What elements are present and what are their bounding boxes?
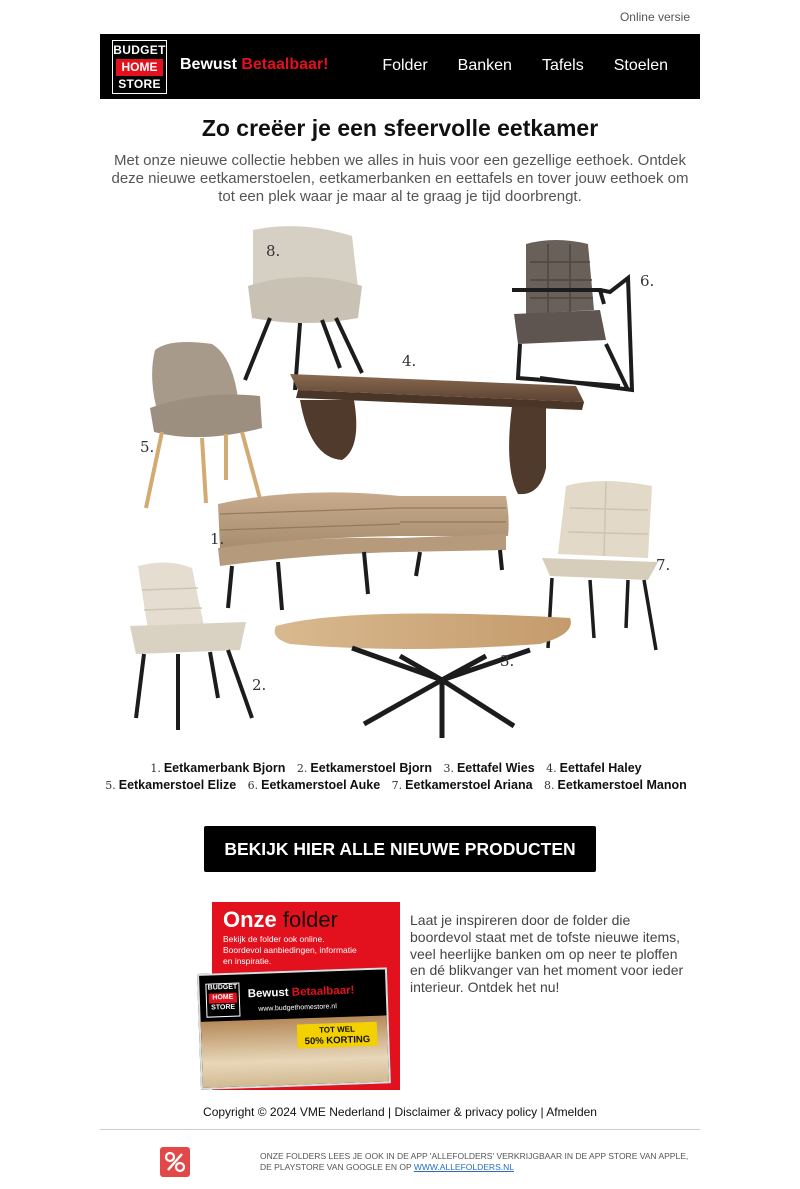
folder-title-black: folder — [282, 907, 338, 932]
chair-elize — [146, 342, 262, 508]
header-bar — [100, 34, 700, 99]
legend-num: 8. — [544, 779, 555, 792]
footer-separator: | — [537, 1105, 547, 1119]
table-wies — [275, 614, 571, 739]
legend-num: 2. — [296, 762, 308, 775]
view-all-products-button[interactable]: BEKIJK HIER ALLE NIEUWE PRODUCTEN — [204, 826, 596, 872]
footer-divider — [100, 1129, 700, 1130]
hero-number-6: 6. — [640, 272, 655, 290]
mini-logo-line-2: HOME — [209, 993, 237, 1004]
copyright-text: Copyright © 2024 VME Nederland — [203, 1105, 385, 1119]
intro-text: Met onze nieuwe collectie hebben we alles in huis voor een gezellige eethoek. Ontdek deze nieuwe eetkamerstoelen, eetkamerbanken en eettafels en tover jouw eethoek om tot een plek waar je maar al te graag je tijd doorbrengt. — [111, 152, 689, 205]
mini-url: www.budgethomestore.nl — [258, 1003, 337, 1013]
legend-name: Eettafel Wies — [456, 761, 535, 775]
brand-tagline — [180, 56, 329, 74]
hero-number-8: 8. — [266, 242, 281, 260]
page-title: Zo creëer je een sfeervolle eetkamer — [201, 115, 599, 141]
mini-tagline — [248, 985, 355, 1001]
percent-icon[interactable] — [160, 1147, 190, 1177]
unsubscribe-link[interactable]: Afmelden — [546, 1105, 597, 1119]
disclaimer-link[interactable]: Disclaimer & privacy policy — [394, 1105, 538, 1119]
bench-bjorn — [218, 492, 509, 610]
folder-description: Laat je inspireren door de folder die boordevol staat met de tofste nieuwe items, veel heerlijke banken om op neer te ploffen en dé blikvanger van het moment voor ieder interieur. Ontdek het nu! — [410, 912, 684, 996]
folder-subtitle: Bekijk de folder ook online. Boordevol aanbiedingen, informatie en inspiratie. — [223, 934, 357, 966]
legend-num: 7. — [391, 779, 403, 792]
legend-name: Eetkamerstoel Auke — [261, 778, 381, 792]
hero-number-3: 3. — [500, 652, 515, 670]
folder-promo-image[interactable] — [197, 902, 401, 1090]
main-nav — [382, 57, 668, 75]
sale-top: TOT WEL — [318, 1024, 356, 1035]
logo-line-2: HOME — [116, 59, 163, 76]
legend-row-2 — [100, 777, 700, 794]
mini-logo-line-3: STORE — [211, 1003, 236, 1012]
folder-cover — [197, 967, 391, 1090]
tagline-red: Betaalbaar! — [241, 56, 329, 73]
allefolders-link[interactable]: WWW.ALLEFOLDERS.NL — [413, 1162, 514, 1172]
app-promo-body: ONZE FOLDERS LEES JE OOK IN DE APP 'ALLEFOLDERS' VERKRIJGBAAR IN DE APP STORE VAN APPLE, DE PLAYSTORE VAN GOOGLE EN OP — [260, 1151, 689, 1172]
hero-number-7: 7. — [656, 556, 671, 574]
chair-auke — [512, 240, 632, 390]
mini-tagline-white: Bewust — [247, 986, 293, 1001]
online-version-link[interactable]: Online versie — [619, 10, 690, 24]
legend-num: 6. — [247, 779, 259, 792]
legend-num: 4. — [546, 762, 557, 775]
chair-manon — [245, 226, 362, 390]
logo-line-3: STORE — [118, 77, 161, 91]
legend-name: Eettafel Haley — [559, 761, 642, 775]
footer-separator: | — [384, 1105, 395, 1119]
nav-stoelen[interactable]: Stoelen — [613, 57, 668, 74]
product-legend — [100, 760, 700, 794]
tagline-white: Bewust — [180, 56, 242, 73]
mini-tagline-red: Betaalbaar! — [291, 984, 355, 999]
legend-num: 3. — [443, 762, 454, 775]
hero-number-1: 1. — [210, 530, 225, 548]
logo-line-1: BUDGET — [113, 43, 166, 57]
legend-row-1 — [100, 760, 700, 777]
nav-folder[interactable]: Folder — [382, 57, 428, 74]
legend-num: 1. — [150, 762, 161, 775]
nav-tafels[interactable]: Tafels — [541, 57, 584, 74]
mini-brand-logo — [205, 983, 240, 1018]
mini-logo-line-1: BUDGET — [207, 983, 238, 992]
hero-number-4: 4. — [402, 352, 417, 370]
folder-title — [223, 907, 338, 933]
brand-logo[interactable] — [112, 40, 167, 94]
legend-num: 5. — [105, 779, 116, 792]
legend-name: Eetkamerstoel Manon — [557, 778, 687, 792]
hero-number-5: 5. — [140, 438, 155, 456]
legend-name: Eetkamerstoel Ariana — [405, 778, 533, 792]
furniture-hero-image[interactable] — [100, 218, 700, 758]
footer-links — [100, 1105, 700, 1119]
legend-name: Eetkamerstoel Elize — [118, 778, 237, 792]
nav-banken[interactable]: Banken — [457, 57, 512, 74]
legend-name: Eetkamerstoel Bjorn — [310, 761, 432, 775]
chair-bjorn — [130, 562, 252, 730]
sale-badge — [297, 1022, 378, 1049]
table-haley — [290, 374, 584, 494]
hero-number-2: 2. — [252, 676, 267, 694]
folder-title-white: Onze — [223, 907, 283, 932]
app-promo-text — [260, 1151, 700, 1173]
sale-big: 50% KORTING — [304, 1034, 371, 1048]
legend-name: Eetkamerbank Bjorn — [163, 761, 286, 775]
